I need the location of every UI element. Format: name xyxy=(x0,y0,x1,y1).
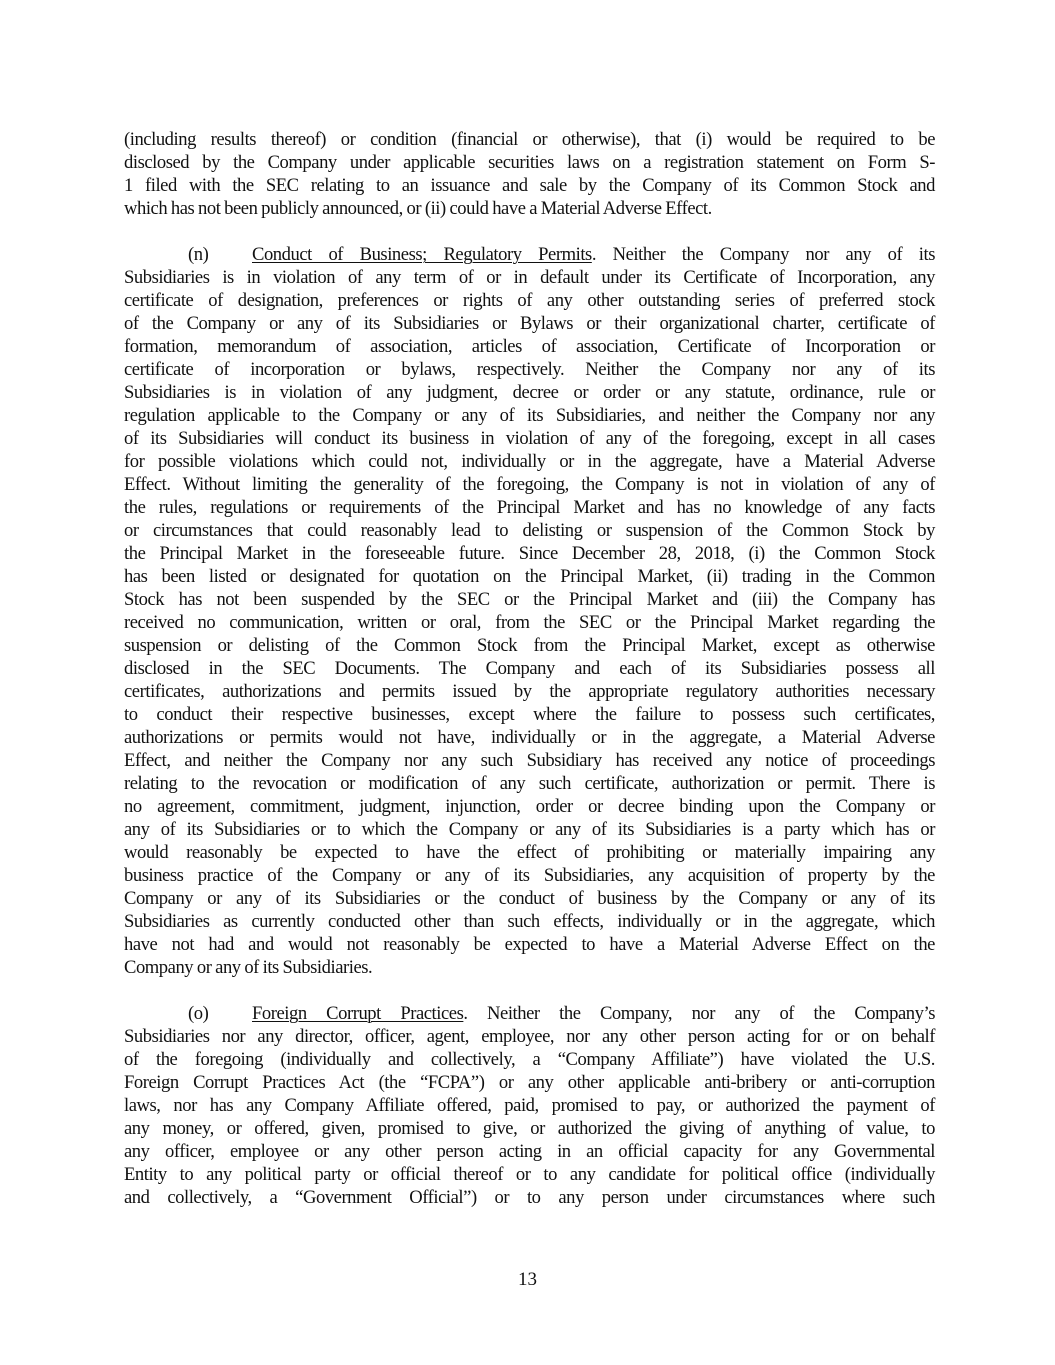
text-line: no agreement, commitment, judgment, injunction, order or decree binding upon the Company or xyxy=(124,796,935,817)
text-line: received no communication, written or oral, from the SEC or the Principal Market regarding the xyxy=(124,612,935,633)
text-line: of the foregoing (individually and collectively, a “Company Affiliate”) have violated the U.S. xyxy=(124,1049,935,1070)
text-line: suspension or delisting of the Common Stock from the Principal Market, except as otherwise xyxy=(124,635,935,656)
text-line: relating to the revocation or modification of any such certificate, authorization or permit. There is xyxy=(124,773,935,794)
text-line: would reasonably be expected to have the effect of prohibiting or materially impairing any xyxy=(124,842,935,863)
text-line: certificate of designation, preferences or rights of any other outstanding series of preferred stock xyxy=(124,290,935,311)
text-line: of its Subsidiaries will conduct its business in violation of any of the foregoing, except in all cases xyxy=(124,428,935,449)
text-line: certificates, authorizations and permits issued by the appropriate regulatory authorities necessary xyxy=(124,681,935,702)
text-line: business practice of the Company or any of its Subsidiaries, any acquisition of property by the xyxy=(124,865,935,886)
text-line: Stock has not been suspended by the SEC or the Principal Market and (iii) the Company has xyxy=(124,589,935,610)
text-line: (including results thereof) or condition (financial or otherwise), that (i) would be required to be xyxy=(124,129,935,150)
section-o-heading: Foreign Corrupt Practices xyxy=(252,1003,464,1024)
text-line: disclosed in the SEC Documents. The Company and each of its Subsidiaries possess all xyxy=(124,658,935,679)
text-line: Company or any of its Subsidiaries. xyxy=(124,957,373,978)
text-line: any of its Subsidiaries or to which the Company or any of its Subsidiaries is a party which has or xyxy=(124,819,935,840)
text-line: Subsidiaries is in violation of any judgment, decree or order or any statute, ordinance, rule or xyxy=(124,382,935,403)
text-line: laws, nor has any Company Affiliate offered, paid, promised to pay, or authorized the payment of xyxy=(124,1095,935,1116)
text-line: have not had and would not reasonably be expected to have a Material Adverse Effect on the xyxy=(124,934,935,955)
text-line: of the Company or any of its Subsidiaries or Bylaws or their organizational charter, certificate of xyxy=(124,313,935,334)
text-line: to conduct their respective businesses, except where the failure to possess such certificates, xyxy=(124,704,935,725)
text-line: disclosed by the Company under applicable securities laws on a registration statement on Form S- xyxy=(124,152,935,173)
section-n-first-line xyxy=(124,243,935,266)
text-line: Subsidiaries as currently conducted other than such effects, individually or in the aggregate, which xyxy=(124,911,935,932)
text-line: for possible violations which could not, individually or in the aggregate, have a Material Adverse xyxy=(124,451,935,472)
page-number: 13 xyxy=(518,1269,537,1290)
section-o-first-line xyxy=(124,1002,935,1025)
section-o-label: (o) xyxy=(188,1003,209,1024)
text-line: Company or any of its Subsidiaries or the conduct of business by the Company or any of its xyxy=(124,888,935,909)
text-line: Effect. Without limiting the generality of the foregoing, the Company is not in violation of any of xyxy=(124,474,935,495)
text-line: 1 filed with the SEC relating to an issuance and sale by the Company of its Common Stock and xyxy=(124,175,935,196)
section-o-first-line-text: . Neither the Company, nor any of the Company’s xyxy=(463,1003,935,1024)
text-line: the Principal Market in the foreseeable future. Since December 28, 2018, (i) the Common Stock xyxy=(124,543,935,564)
text-line: the rules, regulations or requirements of the Principal Market and has no knowledge of any facts xyxy=(124,497,935,518)
section-n-label: (n) xyxy=(188,244,209,265)
text-line: any money, or offered, given, promised to give, or authorized the giving of anything of value, to xyxy=(124,1118,935,1139)
text-line: and collectively, a “Government Official”) or to any person under circumstances where such xyxy=(124,1187,935,1208)
text-line: formation, memorandum of association, articles of association, Certificate of Incorporation or xyxy=(124,336,935,357)
text-line: Subsidiaries is in violation of any term of or in default under its Certificate of Incorporation, any xyxy=(124,267,935,288)
section-n-heading: Conduct of Business; Regulatory Permits xyxy=(252,244,592,265)
text-line: or circumstances that could reasonably lead to delisting or suspension of the Common Stock by xyxy=(124,520,935,541)
text-line: Foreign Corrupt Practices Act (the “FCPA”) or any other applicable anti-bribery or anti-corruption xyxy=(124,1072,935,1093)
text-line: has been listed or designated for quotation on the Principal Market, (ii) trading in the Common xyxy=(124,566,935,587)
text-line: any officer, employee or any other person acting in an official capacity for any Governmental xyxy=(124,1141,935,1162)
text-line: authorizations or permits would not have, individually or in the aggregate, a Material Adverse xyxy=(124,727,935,748)
text-line: regulation applicable to the Company or any of its Subsidiaries, and neither the Company nor any xyxy=(124,405,935,426)
text-line: Effect, and neither the Company nor any such Subsidiary has received any notice of proceedings xyxy=(124,750,935,771)
text-line: Entity to any political party or official thereof or to any candidate for political office (individually xyxy=(124,1164,935,1185)
section-n-first-line-text: . Neither the Company nor any of its xyxy=(591,244,936,265)
text-line: certificate of incorporation or bylaws, respectively. Neither the Company nor any of its xyxy=(124,359,935,380)
text-line: Subsidiaries nor any director, officer, agent, employee, nor any other person acting for or on behalf xyxy=(124,1026,935,1047)
text-line: which has not been publicly announced, or (ii) could have a Material Adverse Effect. xyxy=(124,198,712,219)
